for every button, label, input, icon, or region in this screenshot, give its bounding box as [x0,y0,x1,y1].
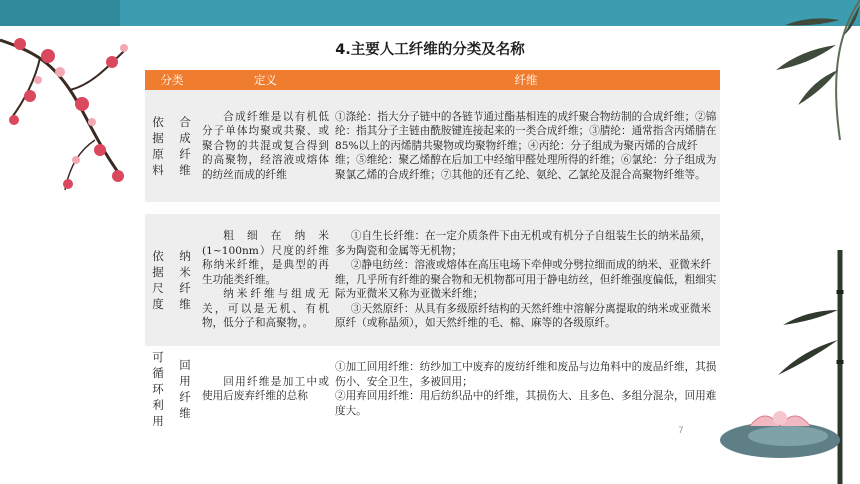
category-char: 纤 [179,281,192,295]
definition-text-2: 纳米纤维与组成无关，可以是无机、有机物，低分子和高聚物，。 [202,288,329,330]
category-char: 环 [152,382,165,396]
table-row [145,214,720,346]
fiber-text: ②用弃回用纤维：用后纺织品中的纤维，其损伤大、且多色、多组分混杂，回用难度大。 [335,390,717,417]
header-category: 分类 [145,70,199,90]
category-char: 依 [152,249,165,263]
bamboo-leaves-decoration [740,0,860,150]
category-char: 维 [179,406,192,420]
page-number: 7 [678,426,684,436]
category-char: 循 [152,366,165,380]
fibers-cell [332,346,720,432]
category-char: 成 [179,131,192,145]
table-row [145,90,720,202]
category-basis-cell [145,346,172,432]
category-char: 纤 [179,147,192,161]
category-char: 原 [152,147,165,161]
category-char: 用 [152,414,165,428]
category-type-cell [172,346,199,432]
category-char: 据 [152,131,165,145]
fiber-text: ①涤纶：指大分子链中的各链节通过酯基相连的成纤聚合物纺制的合成纤维；②锦纶：指其分子主链由酰胺键连接起来的一类合成纤维；③腈纶：通常指含丙烯腈在85%以上的丙烯腈共聚物或均聚物纤维；④丙纶：分子组成为聚丙烯的合成纤维；⑤维纶：聚乙烯醇在后加工中经缩甲醛处理所得的纤维；⑥氯纶：分子组成为聚氯乙烯的合成纤维；⑦其他的还有乙纶、氨纶、乙氯纶及混合高聚物纤维等。 [335,110,717,181]
definition-cell [199,346,332,432]
category-char: 用 [179,374,192,388]
category-type-cell [172,214,199,346]
bamboo-lotus-decoration [710,250,860,484]
category-char: 据 [152,265,165,279]
fiber-text: ①自生长纤维：在一定介质条件下由无机或有机分子自组装生长的纳米晶须，多为陶瓷和金属等无机物； [335,230,712,257]
category-char: 度 [152,297,165,311]
fiber-text: ②静电纺丝：溶液或熔体在高压电场下牵伸或分劈拉细而成的纳米、亚微米纤维，几乎所有纤维的聚合物和无机物都可用于静电纺丝，但纤维强度偏低，粗细实际为亚微米又称为亚微米纤维； [335,259,717,301]
table-header-row [145,70,720,90]
row-separator [145,202,720,214]
definition-cell [199,90,332,202]
category-char: 维 [179,163,192,177]
fibers-cell [332,90,720,202]
fiber-text: ①加工回用纤维：纺纱加工中废弃的废纺纤维和废品与边角料中的废品纤维，其损伤小、安全卫生，多被回用； [335,361,717,388]
definition-cell [199,214,332,346]
category-char: 米 [179,265,192,279]
category-char: 料 [152,163,165,177]
category-char: 纤 [179,390,192,404]
category-char: 尺 [152,281,165,295]
slide-title: 4.主要人工纤维的分类及名称 [335,42,525,58]
header-definition: 定义 [199,70,332,90]
category-basis-cell [145,214,172,346]
category-char: 合 [179,115,192,129]
category-char: 纳 [179,249,192,263]
fibers-cell [332,214,720,346]
header-fibers: 纤维 [332,70,720,90]
category-char: 依 [152,115,165,129]
category-char: 维 [179,297,192,311]
category-basis-cell [145,90,172,202]
plum-blossom-decoration [0,0,140,210]
definition-text: 合成纤维是以有机低分子单体均聚或共聚、或聚合物的共混或复合得到的高聚物，经溶液或熔体的纺丝而成的纤维 [202,110,329,181]
fiber-classification-table [145,70,720,432]
category-char: 可 [152,350,165,364]
definition-text: 回用纤维是加工中或使用后废弃纤维的总称 [202,375,329,402]
fiber-text: ③天然原纤：从具有多级原纤结构的天然纤维中溶解分离提取的纳米或亚微米原纤（或称晶须），如天然纤维的毛、棉、麻等的各级原纤。 [335,302,712,330]
category-char: 回 [179,358,192,372]
category-type-cell [172,90,199,202]
table-row [145,346,720,432]
category-char: 利 [152,398,165,412]
definition-text: 粗细在纳米(1~100nm）尺度的纤维称纳米纤维，是典型的再生功能类纤维。 [202,230,329,286]
